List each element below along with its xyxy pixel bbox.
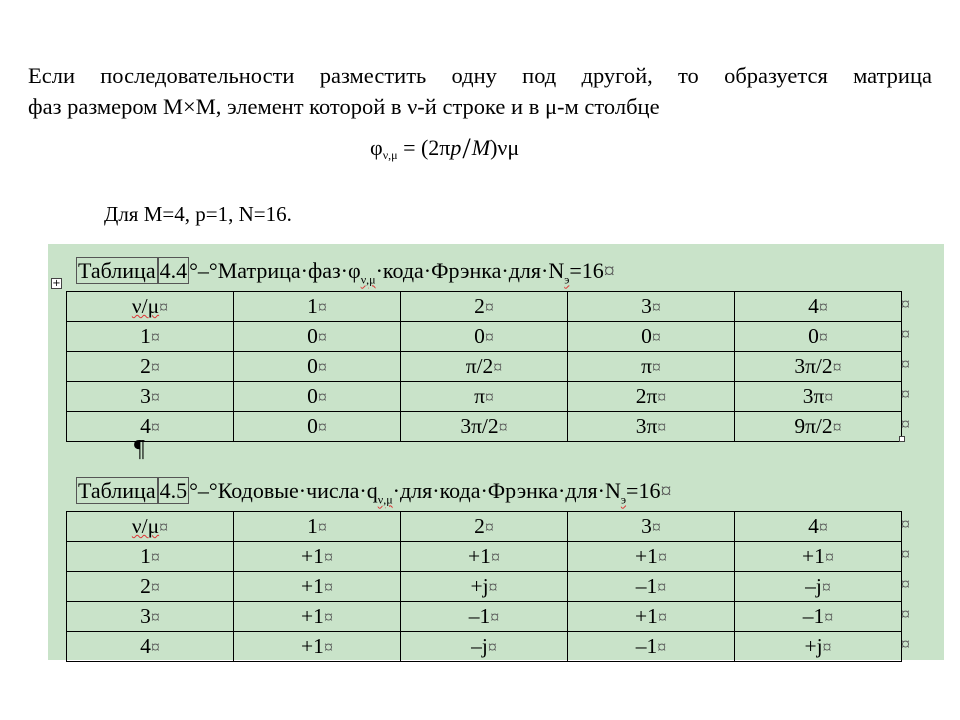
cell-value: π/2 (465, 354, 494, 378)
caption2-tail: =16 (626, 478, 661, 503)
cell-end-mark: ¤ (484, 297, 494, 317)
caption2-text: °–°Кодовые·числа·q (189, 478, 378, 503)
table-cell[interactable] (234, 632, 401, 662)
table2-caption (76, 478, 671, 507)
table-cell[interactable] (401, 602, 568, 632)
cell-end-mark: ¤ (651, 297, 661, 317)
caption2-cell-mark: ¤ (660, 478, 672, 503)
table-cell[interactable] (234, 512, 401, 542)
formula-tail: )νμ (490, 135, 520, 160)
formula-phi: φ (370, 135, 383, 160)
table-cell[interactable] (67, 292, 234, 322)
table-cell[interactable] (735, 412, 902, 442)
cell-end-mark: ¤ (821, 577, 831, 597)
cell-end-mark: ¤ (323, 547, 333, 567)
cell-value: 0 (307, 324, 318, 348)
table-cell[interactable] (67, 412, 234, 442)
table-cell[interactable] (234, 382, 401, 412)
table-cell[interactable] (67, 632, 234, 662)
cell-end-mark: ¤ (824, 607, 834, 627)
cell-value: 2 (474, 294, 485, 318)
cell-end-mark: ¤ (824, 387, 834, 407)
cell-end-mark: ¤ (490, 607, 500, 627)
cell-value: 3 (140, 604, 151, 628)
table-cell[interactable] (568, 512, 735, 542)
cell-end-mark: ¤ (657, 607, 667, 627)
cell-end-mark: ¤ (317, 387, 327, 407)
cell-value: +1 (635, 604, 658, 628)
table-cell[interactable] (735, 322, 902, 352)
table-row (67, 352, 902, 382)
cell-end-mark: ¤ (484, 387, 494, 407)
phase-formula (370, 132, 519, 166)
formula-eq: = (2π (397, 135, 451, 160)
cell-value: +j (804, 634, 823, 658)
cell-end-mark: ¤ (150, 577, 160, 597)
table-cell[interactable] (401, 382, 568, 412)
row-end-mark: ¤ (901, 514, 910, 534)
cell-value: 3π/2 (460, 414, 499, 438)
table-row (67, 572, 902, 602)
cell-end-mark: ¤ (832, 357, 842, 377)
table-row (67, 322, 902, 352)
caption1-cell-mark: ¤ (603, 258, 615, 283)
cell-value: +1 (301, 544, 324, 568)
table-cell[interactable] (568, 382, 735, 412)
cell-value: –1 (635, 634, 658, 658)
table-cell[interactable] (568, 632, 735, 662)
row-end-mark: ¤ (901, 574, 910, 594)
table-cell[interactable] (67, 602, 234, 632)
cell-end-mark: ¤ (493, 357, 503, 377)
cell-end-mark: ¤ (651, 327, 661, 347)
table-cell[interactable] (401, 322, 568, 352)
cell-value: +j (470, 574, 489, 598)
cell-end-mark: ¤ (317, 297, 327, 317)
table-cell[interactable] (568, 322, 735, 352)
table-cell[interactable] (568, 292, 735, 322)
cell-value: 4 (140, 634, 151, 658)
table-cell[interactable] (401, 632, 568, 662)
cell-value: 2 (140, 354, 151, 378)
cell-end-mark: ¤ (323, 637, 333, 657)
cell-end-mark: ¤ (822, 637, 832, 657)
cell-value: 0 (808, 324, 819, 348)
intro-line-2: фаз размером M×M, элемент которой в ν-й строке и в μ-м столбце (28, 94, 660, 119)
cell-end-mark: ¤ (488, 577, 498, 597)
cell-value: 3 (641, 514, 652, 538)
table-cell[interactable] (735, 512, 902, 542)
row-end-mark: ¤ (901, 384, 910, 404)
table-cell[interactable] (735, 542, 902, 572)
table-row (67, 412, 902, 442)
table-row (67, 382, 902, 412)
cell-value: 1 (140, 544, 151, 568)
table2-header-row (67, 512, 902, 542)
table-cell[interactable] (735, 572, 902, 602)
formula-p: p (450, 135, 462, 160)
cell-end-mark: ¤ (487, 637, 497, 657)
table-cell[interactable] (401, 292, 568, 322)
caption2-number: 4.5 (159, 478, 188, 503)
caption2-word: Таблица (78, 478, 156, 503)
table-cell[interactable] (67, 572, 234, 602)
table-cell[interactable] (735, 382, 902, 412)
cell-end-mark: ¤ (651, 517, 661, 537)
cell-end-mark: ¤ (484, 327, 494, 347)
cell-value: +1 (635, 544, 658, 568)
row-end-mark: ¤ (901, 354, 910, 374)
cell-end-mark: ¤ (159, 517, 169, 537)
cell-end-mark: ¤ (317, 357, 327, 377)
cell-value: +1 (301, 634, 324, 658)
table-cell[interactable] (735, 602, 902, 632)
cell-value: 2 (140, 574, 151, 598)
cell-value: 0 (307, 384, 318, 408)
cell-value: 1 (140, 324, 151, 348)
table-cell[interactable] (234, 542, 401, 572)
table-row (67, 632, 902, 662)
table-cell[interactable] (401, 412, 568, 442)
cell-value: 9π/2 (794, 414, 833, 438)
cell-end-mark: ¤ (317, 417, 327, 437)
cell-end-mark: ¤ (657, 637, 667, 657)
cell-value: 1 (307, 294, 318, 318)
caption2-sub2: э (620, 492, 627, 507)
cell-end-mark: ¤ (498, 417, 508, 437)
table-cell[interactable] (67, 512, 234, 542)
formula-M: M (471, 135, 491, 160)
cell-value: ν/μ (131, 514, 160, 538)
cell-value: –j (805, 574, 822, 598)
cell-value: –1 (802, 604, 825, 628)
cell-end-mark: ¤ (484, 517, 494, 537)
cell-value: –1 (635, 574, 658, 598)
cell-value: 0 (474, 324, 485, 348)
table-cell[interactable] (67, 322, 234, 352)
table-cell[interactable] (67, 352, 234, 382)
table-resize-handle[interactable] (899, 436, 905, 442)
row-end-mark: ¤ (901, 294, 910, 314)
table-cell[interactable] (735, 632, 902, 662)
cell-end-mark: ¤ (657, 387, 667, 407)
cell-end-mark: ¤ (832, 417, 842, 437)
parameters-line: Для M=4, p=1, N=16. (104, 202, 292, 226)
cell-end-mark: ¤ (490, 547, 500, 567)
cell-value: 3 (140, 384, 151, 408)
table1-header-row (67, 292, 902, 322)
caption1-rest: ·кода·Фрэнка·для·N (375, 258, 565, 283)
cell-value: 3π (635, 414, 658, 438)
table-cell[interactable] (401, 512, 568, 542)
cell-end-mark: ¤ (317, 517, 327, 537)
table-cell[interactable] (568, 542, 735, 572)
table-cell[interactable] (401, 572, 568, 602)
cell-value: 2 (474, 514, 485, 538)
cell-end-mark: ¤ (323, 577, 333, 597)
cell-value: 3 (641, 294, 652, 318)
cell-end-mark: ¤ (150, 637, 160, 657)
cell-value: π (474, 384, 485, 408)
table-cell[interactable] (234, 602, 401, 632)
table-cell[interactable] (568, 572, 735, 602)
cell-end-mark: ¤ (651, 357, 661, 377)
caption1-sub: ν,μ (360, 272, 376, 287)
row-end-mark: ¤ (901, 544, 910, 564)
table-cell[interactable] (67, 542, 234, 572)
row-end-mark: ¤ (901, 604, 910, 624)
cell-end-mark: ¤ (657, 547, 667, 567)
table-cell[interactable] (234, 322, 401, 352)
cell-value: +1 (802, 544, 825, 568)
cell-value: ν/μ (131, 294, 160, 318)
table-cell[interactable] (568, 602, 735, 632)
paragraph-mark: ¶ (134, 436, 145, 462)
cell-value: 4 (808, 294, 819, 318)
cell-value: 0 (641, 324, 652, 348)
cell-value: 4 (808, 514, 819, 538)
cell-end-mark: ¤ (824, 547, 834, 567)
table-cell[interactable] (67, 382, 234, 412)
caption1-number: 4.4 (159, 258, 188, 283)
cell-value: –1 (468, 604, 491, 628)
intro-paragraph (28, 60, 932, 122)
cell-end-mark: ¤ (150, 607, 160, 627)
table-cell[interactable] (735, 352, 902, 382)
cell-value: 0 (307, 414, 318, 438)
caption1-sub2: э (564, 272, 570, 287)
cell-value: +1 (301, 604, 324, 628)
table-cell[interactable] (401, 352, 568, 382)
cell-value: π (641, 354, 652, 378)
caption1-word: Таблица (78, 258, 156, 283)
table1-caption (76, 258, 615, 287)
intro-line-1: Если последовательности разместить одну под другой, то образуется матрица (28, 63, 932, 88)
phase-matrix-table (66, 291, 902, 442)
table-cell[interactable] (234, 572, 401, 602)
table-move-handle-icon[interactable]: + (52, 278, 61, 289)
cell-value: 1 (307, 514, 318, 538)
cell-value: 0 (307, 354, 318, 378)
table-cell[interactable] (568, 412, 735, 442)
cell-value: 2π (635, 384, 658, 408)
cell-value: –j (471, 634, 488, 658)
table-cell[interactable] (735, 292, 902, 322)
cell-end-mark: ¤ (150, 417, 160, 437)
cell-end-mark: ¤ (150, 357, 160, 377)
cell-value: 3π/2 (794, 354, 833, 378)
cell-end-mark: ¤ (818, 297, 828, 317)
cell-end-mark: ¤ (818, 517, 828, 537)
cell-value: 4 (140, 414, 151, 438)
cell-end-mark: ¤ (657, 577, 667, 597)
cell-end-mark: ¤ (818, 327, 828, 347)
cell-end-mark: ¤ (150, 327, 160, 347)
table-row (67, 542, 902, 572)
formula-slash: / (462, 132, 471, 165)
caption1-text: °–°Матрица·фаз·φ (189, 258, 361, 283)
cell-value: +1 (468, 544, 491, 568)
caption2-sub: ν,μ (377, 492, 393, 507)
cell-end-mark: ¤ (323, 607, 333, 627)
cell-end-mark: ¤ (317, 327, 327, 347)
table-cell[interactable] (234, 412, 401, 442)
caption1-tail: =16 (569, 258, 604, 283)
row-end-mark: ¤ (901, 324, 910, 344)
row-end-mark: ¤ (901, 634, 910, 654)
code-numbers-table (66, 511, 902, 662)
cell-value: 3π (802, 384, 825, 408)
cell-end-mark: ¤ (150, 547, 160, 567)
formula-subscript: ν,μ (382, 148, 398, 162)
cell-end-mark: ¤ (159, 297, 169, 317)
cell-end-mark: ¤ (657, 417, 667, 437)
table-row (67, 602, 902, 632)
cell-end-mark: ¤ (150, 387, 160, 407)
caption2-rest: ·для·кода·Фрэнка·для·N (392, 478, 621, 503)
row-end-mark: ¤ (901, 414, 910, 434)
table-cell[interactable] (234, 352, 401, 382)
table-cell[interactable] (234, 292, 401, 322)
table-cell[interactable] (568, 352, 735, 382)
cell-value: +1 (301, 574, 324, 598)
table-cell[interactable] (401, 542, 568, 572)
